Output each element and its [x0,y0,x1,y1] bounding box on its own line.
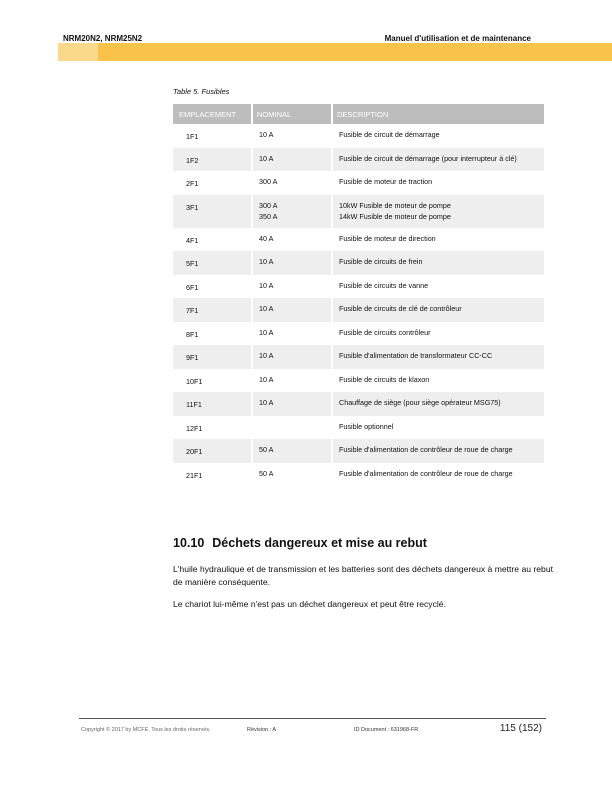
footer-divider [79,718,546,719]
fuse-description-line: Fusible de circuit de démarrage (pour interrupteur à clé) [339,153,517,163]
footer-document-id: ID Document : 631968-FR [354,727,419,733]
footer-revision: Révision : A [247,727,277,733]
fuse-nominal [252,463,332,487]
fuse-location: 20F1 [173,439,252,463]
fuse-nominal [252,439,332,463]
table-row [173,392,545,416]
fuse-location: 8F1 [173,322,252,346]
column-header-nominal: NOMINAL [252,104,332,124]
fuse-location: 5F1 [173,251,252,275]
fuse-location: 9F1 [173,345,252,369]
fuse-nominal-value: 10 A [259,327,274,337]
fuse-description-line: Fusible de circuits de clé de contrôleur [339,304,462,313]
fuse-nominal [252,416,332,440]
fuse-nominal-value: 300 A [259,200,278,210]
fuse-nominal [252,251,332,275]
fuse-description [332,251,545,275]
fuse-nominal [252,275,332,299]
header-band-accent [58,43,98,61]
fuse-description-line: Fusible d'alimentation de contrôleur de roue de charge [339,468,513,478]
fuse-description [332,416,545,440]
fuse-nominal-value: 10 A [259,351,274,360]
fuse-nominal [252,345,332,369]
fuse-nominal-value: 50 A [259,468,274,478]
fuse-location: 4F1 [173,228,252,252]
column-header-description: DESCRIPTION [332,104,545,124]
fuse-nominal-value: 10 A [259,280,274,290]
document-model-title: NRM20N2, NRM25N2 [63,34,143,43]
fuse-nominal [252,228,332,252]
section-title: Déchets dangereux et mise au rebut [212,536,427,550]
document-manual-title: Manuel d'utilisation et de maintenance [384,34,531,43]
table-row [173,298,545,322]
footer-page-number: 115 (152) [499,723,542,734]
fuse-nominal [252,298,332,322]
fuse-location: 10F1 [173,369,252,393]
fuse-description [332,345,545,369]
fuse-description [332,392,545,416]
fuse-description-line: Fusible de moteur de direction [339,233,436,243]
fuse-description-line: Chauffage de siège (pour siège opérateur MSG75) [339,398,501,407]
table-row [173,171,545,195]
paragraph: Le chariot lui-même n'est pas un déchet dangereux et peut être recyclé. [173,599,446,609]
fuse-description [332,171,545,195]
table-header-row [173,104,545,124]
fuse-location: 12F1 [173,416,252,440]
fuse-description-line: 10kW Fusible de moteur de pompe [339,200,451,210]
table-row [173,275,545,299]
fuse-nominal-value: 300 A [259,177,278,186]
fuse-nominal [252,392,332,416]
fuse-description-line: 14kW Fusible de moteur de pompe [339,212,451,221]
fuse-description-line: Fusible de moteur de traction [339,177,433,186]
table-row [173,439,545,463]
fuse-nominal-value: 50 A [259,445,274,454]
fuse-nominal-value: 10 A [259,130,274,139]
fuse-description [332,463,545,487]
column-header-location: EMPLACEMENT [173,104,252,124]
table-row [173,369,545,393]
fuse-location: 21F1 [173,463,252,487]
footer-copyright: Copyright © 2017 by MCFE. Tous les droits réservés. [81,727,211,733]
header-band [98,43,612,61]
fuse-nominal [252,171,332,195]
fuse-nominal-value: 10 A [259,398,274,407]
fuse-location: 7F1 [173,298,252,322]
table-row [173,124,545,148]
fuse-nominal-value: 40 A [259,233,274,243]
table-row [173,228,545,252]
fuse-description-line: Fusible d'alimentation de transformateur CC-CC [339,351,493,360]
table-row [173,322,545,346]
table-caption: Table 5. Fusibles [173,87,230,96]
fuse-description-line: Fusible de circuit de démarrage [339,130,440,139]
table-row [173,416,545,440]
section-number: 10.10 [173,536,205,550]
fuse-nominal-value: 10 A [259,304,274,313]
fuse-description [332,298,545,322]
fuse-description-line: Fusible d'alimentation de contrôleur de roue de charge [339,445,513,454]
fuse-description [332,369,545,393]
fuse-description-line: Fusible de circuits de frein [339,257,423,266]
fuse-location: 1F1 [173,124,252,148]
fuse-nominal [252,369,332,393]
fuse-description [332,439,545,463]
fuse-description-line: Fusible de circuits de klaxon [339,374,430,384]
table-row [173,345,545,369]
paragraph: L'huile hydraulique et de transmission et les batteries sont des déchets dangereux à mettre au rebut de manière conséquente. [173,564,553,587]
fuse-description [332,322,545,346]
table-row [173,195,545,228]
fuse-location: 2F1 [173,171,252,195]
fuse-nominal-value: 10 A [259,374,274,384]
fuse-nominal [252,195,332,228]
table-row [173,251,545,275]
fuse-nominal-value: 350 A [259,212,278,221]
fuse-description [332,195,545,228]
fuse-location: 11F1 [173,392,252,416]
fuse-nominal [252,322,332,346]
fuse-description [332,228,545,252]
fuse-description [332,148,545,172]
fuse-nominal-value: 10 A [259,257,274,266]
fuse-location: 3F1 [173,195,252,228]
fuse-nominal [252,124,332,148]
table-row [173,148,545,172]
fuse-nominal-value: 10 A [259,153,274,163]
fuse-description-line: Fusible de circuits de vanne [339,280,429,290]
fuse-description [332,124,545,148]
fuse-location: 1F2 [173,148,252,172]
fuse-location: 6F1 [173,275,252,299]
section-heading [173,536,427,550]
fuse-nominal [252,148,332,172]
table-row [173,463,545,487]
fuse-description [332,275,545,299]
fuses-table [173,104,546,486]
fuse-description-line: Fusible optionnel [339,421,394,431]
fuse-description-line: Fusible de circuits contrôleur [339,327,431,337]
